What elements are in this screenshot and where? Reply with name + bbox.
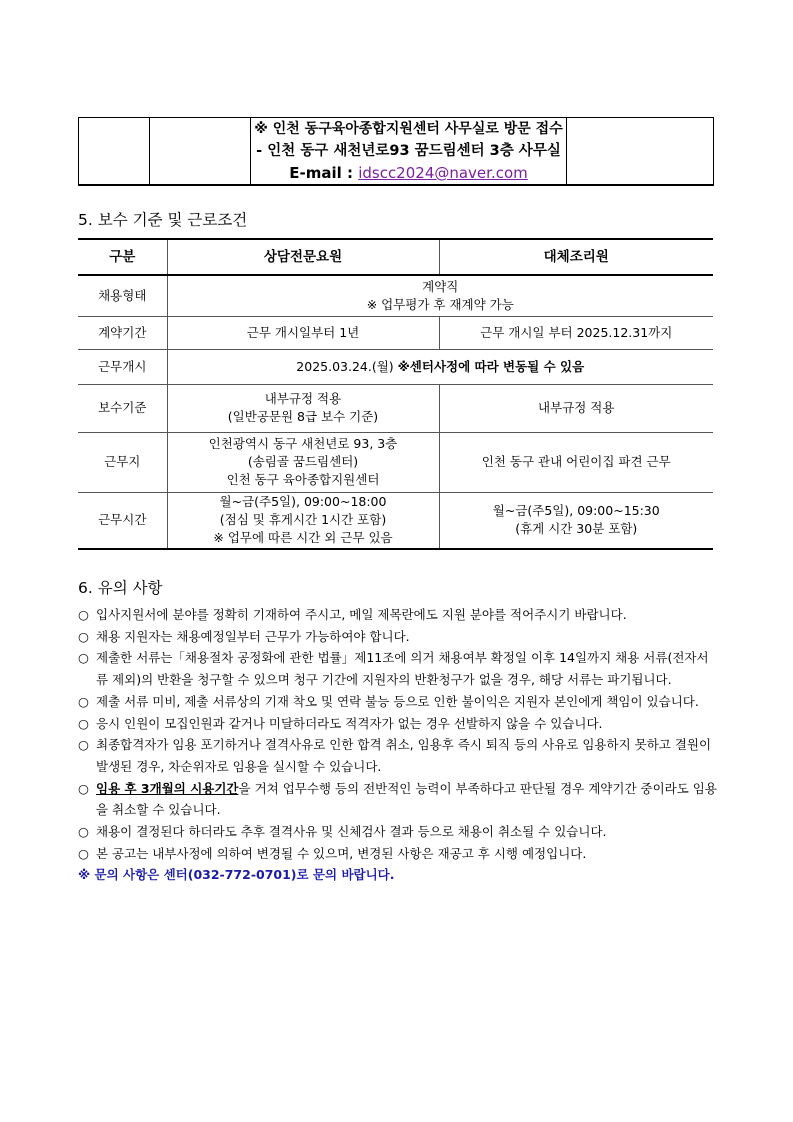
email-label: E-mail : [289,164,359,182]
header-cook: 대체조리원 [439,239,713,275]
bullet: ○ [78,780,89,796]
cell-line: ※ 업무평가 후 재계약 가능 [366,296,514,312]
table-row [78,384,713,432]
bullet: ○ [78,693,89,709]
list-item [78,843,718,865]
table-header-row [78,239,713,275]
cook-cell: 인천 동구 관내 어린이집 파견 근무 [439,432,713,492]
merged-cell [167,349,713,384]
section-6-title: 6. 유의 사항 [78,579,163,597]
list-item [78,734,718,777]
cell-line: 월~금(주5일), 09:00~15:30 [492,503,660,519]
list-item [78,778,718,821]
start-date: 2025.03.24.(월) [296,358,398,374]
list-item [78,647,718,690]
cell-line: ※ 업무에 따른 시간 외 근무 있음 [213,530,393,546]
note-text: 입사지원서에 분야를 정확히 기재하여 주시고, 메일 제목란에도 지원 분야를 적어주시기 바랍니다. [96,607,627,622]
notes-list [78,604,718,886]
merged-cell [167,275,713,316]
counselor-cell [167,492,439,549]
list-item [78,713,718,735]
header-counselor: 상담전문요원 [167,239,439,275]
note-text: 제출 서류 미비, 제출 서류상의 기재 착오 및 연락 불능 등으로 인한 불이익은 지원자 본인에게 책임이 있습니다. [96,693,699,709]
cell-line: (휴게 시간 30분 포함) [515,521,638,537]
probation-period: 임용 후 3개월의 시용기간 [96,780,239,796]
cell-line: 인천 동구 육아종합지원센터 [226,472,380,487]
row-label: 보수기준 [78,384,167,432]
bullet: ○ [78,715,89,731]
table-row [78,432,713,492]
application-method-table [78,117,714,186]
counselor-cell [167,432,439,492]
cook-cell: 내부규정 적용 [439,384,713,432]
header-category: 구분 [78,239,167,275]
list-item [78,604,718,626]
note-text: 채용이 결정된다 하더라도 추후 결격사유 및 신체검사 결과 등으로 채용이 취소될 수 있습니다. [96,824,607,840]
list-item [78,691,718,713]
cell-line: 내부규정 적용 [264,391,342,406]
section-5-title: 5. 보수 기준 및 근로조건 [78,211,248,229]
visit-notice: ※ 인천 동구육아종합지원센터 사무실로 방문 접수 [254,121,563,137]
counselor-cell [167,384,439,432]
cell-line: (일반공문원 8급 보수 기준) [227,409,379,424]
cell-line: (점심 및 휴게시간 1시간 포함) [219,512,387,528]
note-text: 본 공고는 내부사정에 의하여 변경될 수 있으며, 변경된 사항은 재공고 후 시행 예정입니다. [96,845,587,861]
note-text: 채용 지원자는 채용예정일부터 근무가 가능하여야 합니다. [96,628,410,644]
list-item [78,821,718,843]
row-label: 근무개시 [78,349,167,384]
note-text: 을 거쳐 업무수행 등의 전반적인 능력이 부족하다고 판단될 경우 계약기간 중이라도 임용을 취소할 수 있습니다. [96,780,717,818]
cell-line: 계약직 [422,278,459,294]
note-text: 최종합격자가 임용 포기하거나 결격사유로 인한 합격 취소, 임용후 즉시 퇴직 등의 사유로 임용하지 못하고 결원이 발생된 경우, 차순위자로 임용을 실시할 수 있습니다. [96,737,712,774]
note-text: 응시 인원이 모집인원과 같거나 미달하더라도 적격자가 없는 경우 선발하지 않을 수 있습니다. [96,715,603,731]
cell-line: 인천광역시 동구 새천년로 93, 3층 [208,436,398,451]
bullet: ○ [78,737,89,753]
row-label: 채용형태 [78,275,167,316]
note-text: 제출한 서류는「채용절차 공정화에 관한 법률」제11조에 의거 채용여부 확정일 이후 14일까지 채용 서류(전자서류 제외)의 반환을 청구할 수 있으며 청구 기간에 지원자의 반환청구가 없을 경우, 해당 서류는 파기됩니다. [96,650,709,688]
row-label: 근무지 [78,432,167,492]
start-date-note: ※센터사정에 따라 변동될 수 있음 [397,358,585,374]
cook-cell [439,492,713,549]
row-label: 근무시간 [78,492,167,549]
table-row [78,492,713,549]
application-info-cell [251,118,567,186]
empty-cell [150,118,251,186]
cell-line: (송림골 꿈드림센터) [247,454,359,469]
cook-cell: 근무 개시일 부터 2025.12.31까지 [439,316,713,349]
bullet: ○ [78,845,89,861]
empty-cell [79,118,150,186]
bullet: ○ [78,824,89,840]
empty-cell [567,118,714,186]
counselor-cell: 근무 개시일부터 1년 [167,316,439,349]
table-row [78,316,713,349]
bullet: ○ [78,628,89,644]
cell-line: 월~금(주5일), 09:00~18:00 [219,494,387,510]
list-item [78,626,718,648]
table-row [78,349,713,384]
email-line [251,162,566,184]
table-row [78,275,713,316]
office-address: - 인천 동구 새천년로93 꿈드림센터 3층 사무실 [256,143,561,159]
bullet: ○ [78,650,89,666]
row-label: 계약기간 [78,316,167,349]
contact-notice: ※ 문의 사항은 센터(032-772-0701)로 문의 바랍니다. [78,867,395,883]
bullet: ○ [78,607,89,622]
compensation-table [78,238,713,550]
email-link[interactable]: idscc2024@naver.com [358,164,528,182]
